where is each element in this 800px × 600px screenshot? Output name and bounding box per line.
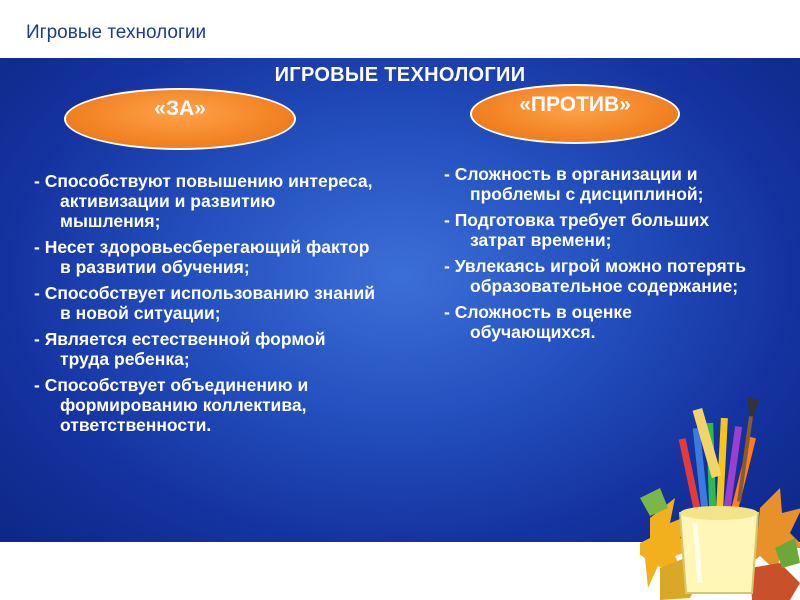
con-item: - Подготовка требует больших затрат времени; — [444, 210, 710, 250]
main-heading: ИГРОВЫЕ ТЕХНОЛОГИИ — [274, 64, 526, 86]
pro-list — [34, 171, 379, 441]
slide-title: Игровые технологии — [26, 22, 207, 43]
pencil-cup-illustration — [640, 398, 800, 600]
con-oval — [470, 84, 680, 144]
pro-label: «ЗА» — [154, 97, 206, 120]
pro-item: - Несет здоровьесберегающий фактор в развитии обучения; — [34, 237, 370, 277]
pro-item: - Способствуют повышению интереса, активизации и развитию мышления; — [34, 171, 373, 231]
con-item: - Увлекаясь игрой можно потерять образовательное содержание; — [444, 256, 746, 296]
pro-item: - Является естественной формой труда ребенка; — [34, 329, 326, 369]
con-item: - Сложность в организации и проблемы с дисциплиной; — [444, 164, 704, 204]
pro-oval — [64, 88, 296, 150]
pro-item: - Способствует использованию знаний в новой ситуации; — [34, 283, 376, 323]
pro-item: - Способствует объединению и формированию коллектива, ответственности. — [34, 375, 309, 435]
cup-icon — [680, 506, 758, 593]
con-label: «ПРОТИВ» — [519, 93, 631, 116]
con-list — [444, 164, 756, 348]
con-item: - Сложность в оценке обучающихся. — [444, 302, 632, 342]
